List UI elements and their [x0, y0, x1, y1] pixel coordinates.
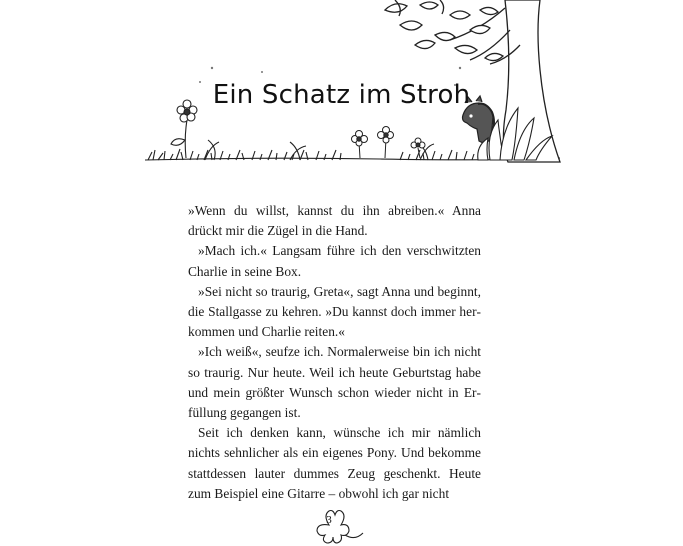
paragraph: »Wenn du willst, kannst du ihn abreiben.« Anna drückt mir die Zügel in die Hand.: [188, 203, 481, 239]
chapter-title: Ein Schatz im Stroh: [212, 80, 471, 110]
paragraph: »Ich weiß«, seufze ich. Normalerweise bin ich nicht so traurig. Nur heute. Weil ich heute Geburtstag habe und mein größter Wunsch schon wieder nicht in Erfüllung gegangen ist.: [188, 344, 481, 421]
page-number: 3: [326, 514, 332, 526]
paragraph: »Sei nicht so traurig, Greta«, sagt Anna und beginnt, die Stallgasse zu kehren. »Du kannst doch immer herkommen und Charlie reiten.«: [188, 283, 481, 340]
paragraph: »Mach ich.« Langsam führe ich den verschwitzten Charlie in seine Box.: [188, 243, 481, 279]
paragraph: Seit ich denken kann, wünsche ich mir nämlich nichts sehnlicher als ein eigenes Pony. Und bekomme stattdessen lauter dummes Zeug geschenkt. Heute zum Beispiel eine Gitarre – obwohl ich gar nicht: [188, 425, 481, 501]
clover-ornament-icon: [296, 505, 376, 545]
body-text: [188, 201, 481, 504]
flowers-middle-icon: [352, 127, 426, 159]
